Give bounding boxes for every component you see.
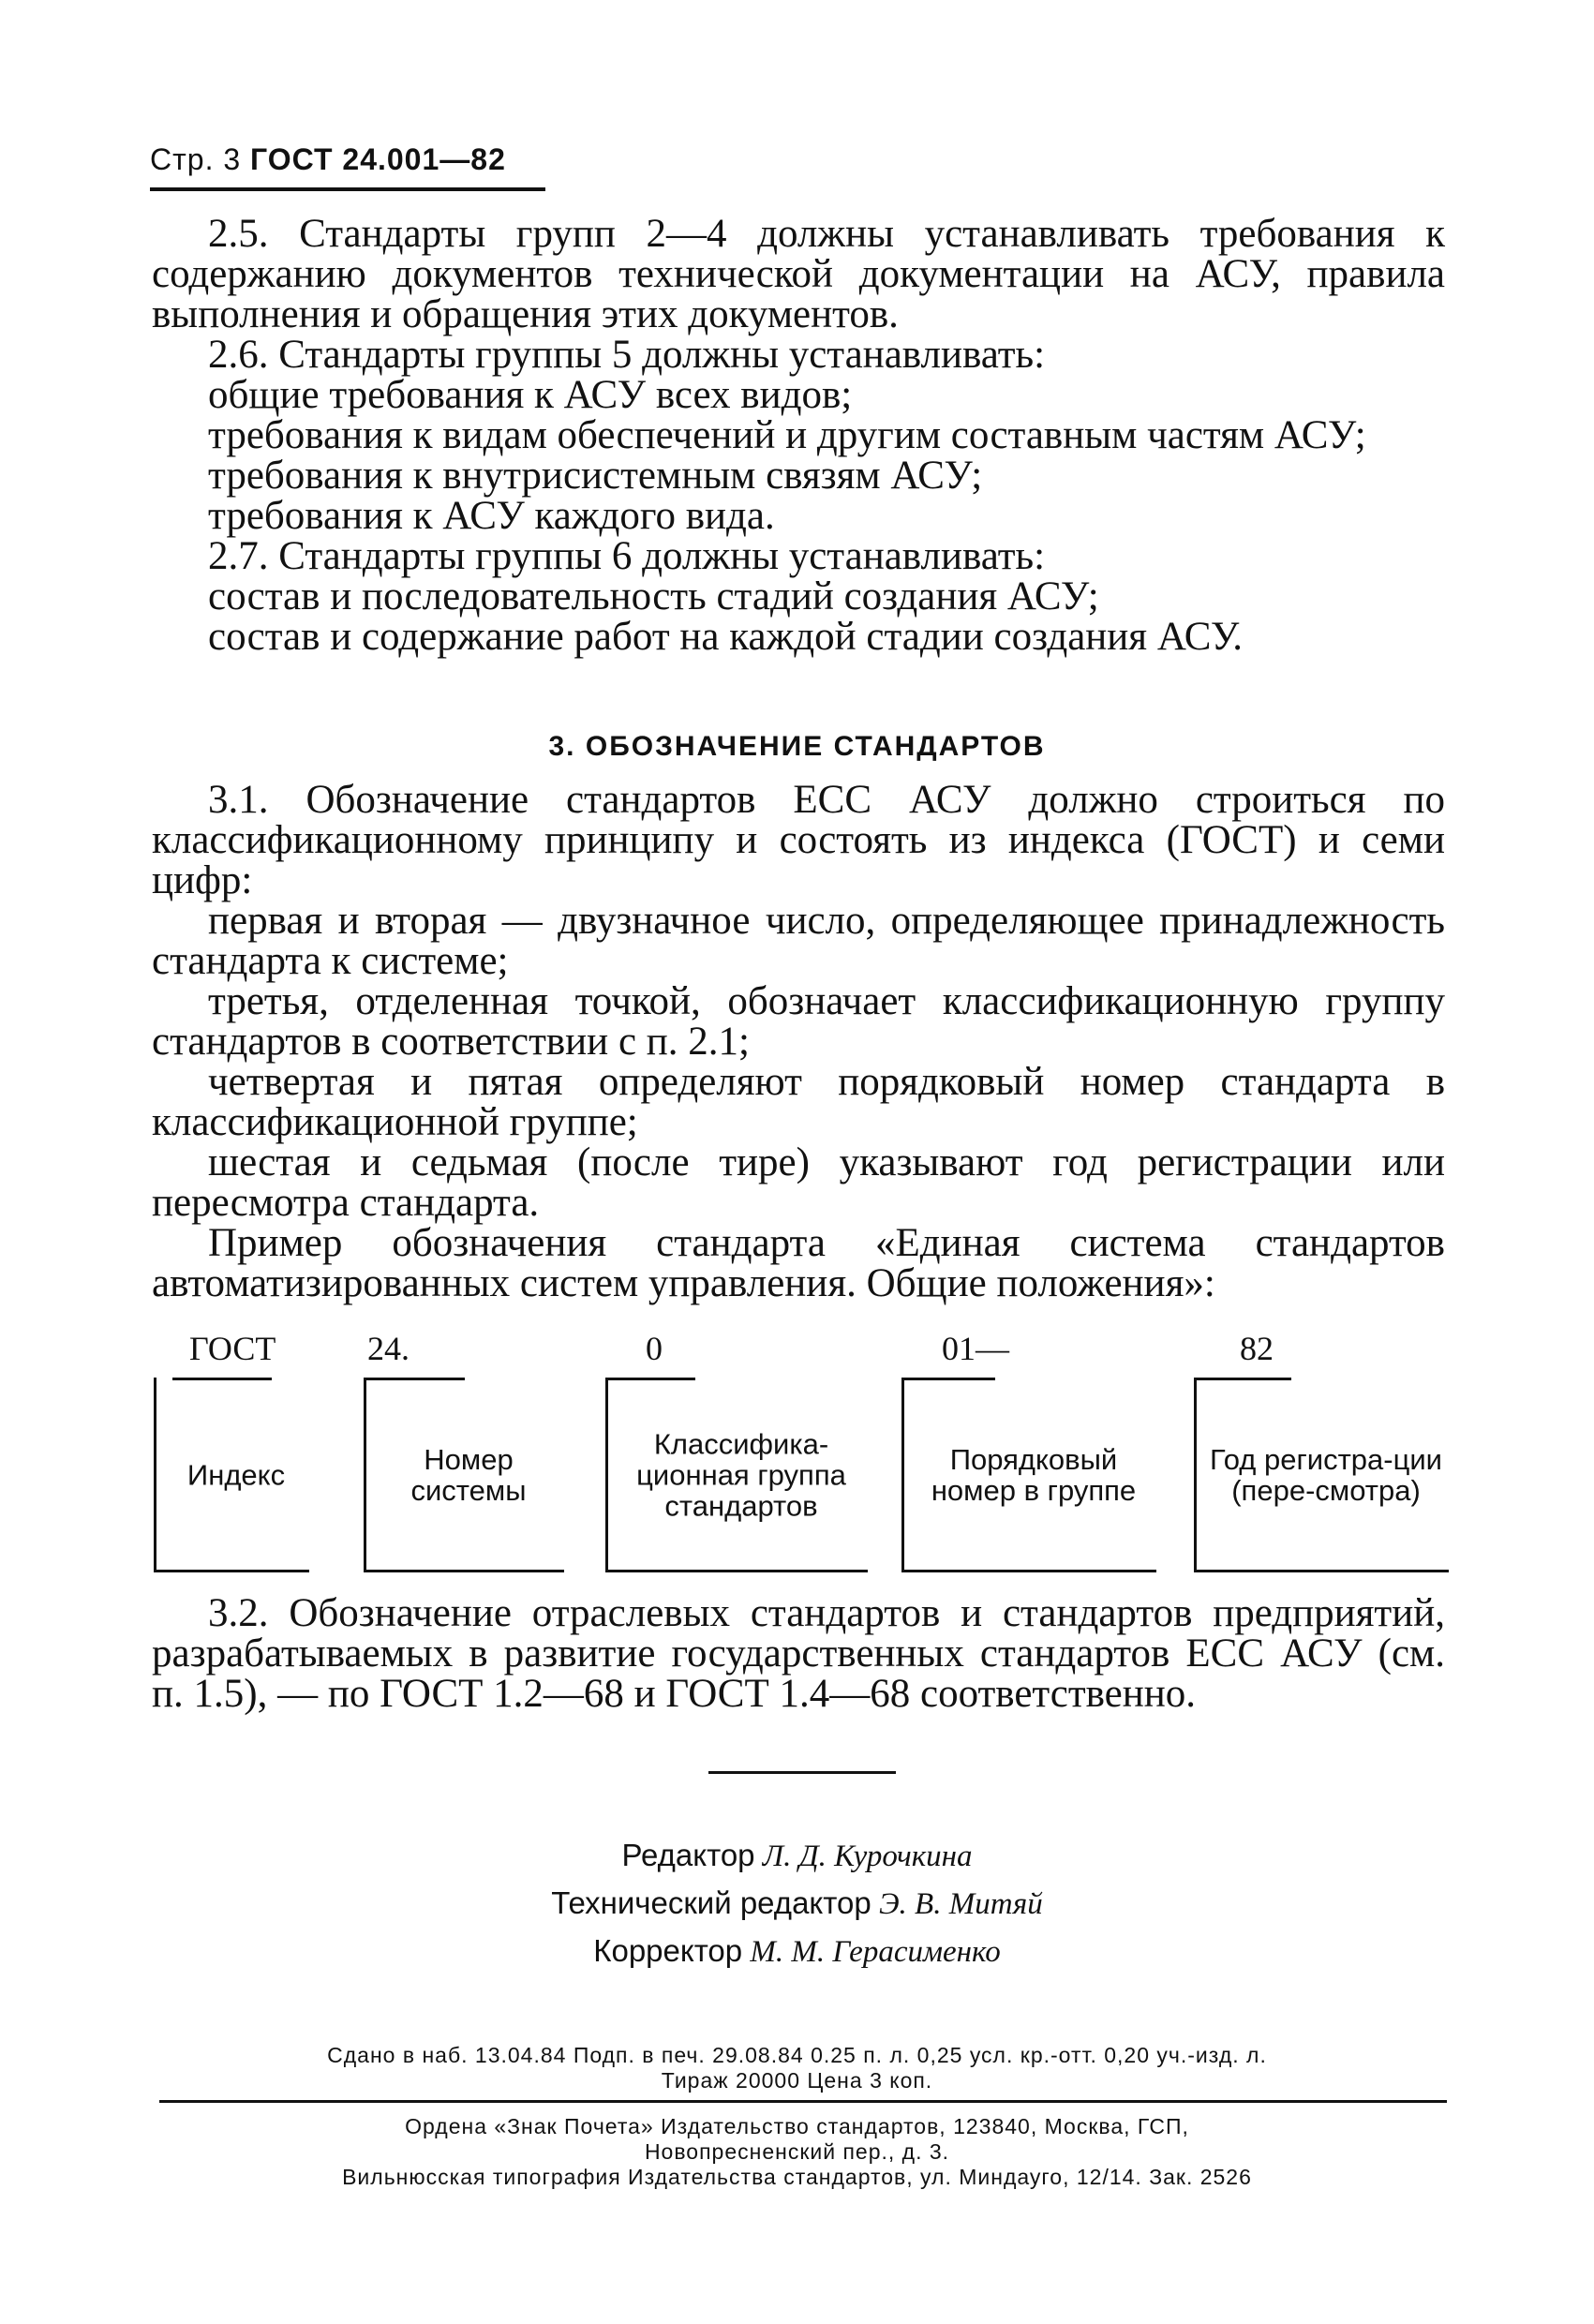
- diagram-part-system: 24.: [367, 1330, 410, 1367]
- diagram-box-number: [901, 1378, 1156, 1572]
- credits: [0, 1832, 1594, 1975]
- diagram-box-index: [154, 1378, 309, 1572]
- imprint-line: Сдано в наб. 13.04.84 Подп. в печ. 29.08.84 0.25 п. л. 0,25 усл. кр.-отт. 0,20 уч.-изд. л.: [327, 2043, 1267, 2067]
- credit-name: Э. В. Митяй: [878, 1887, 1043, 1921]
- paragraph-3-2-block: [152, 1593, 1445, 1714]
- diagram-label: Классифика-ционная группа стандартов: [636, 1427, 846, 1523]
- diagram-box-group: [605, 1378, 868, 1572]
- page-number: Стр. 3: [150, 142, 242, 176]
- diagram-part-index: ГОСТ: [189, 1330, 276, 1367]
- diagram-part-number: 01—: [942, 1330, 1009, 1367]
- list-item: четвертая и пятая определяют порядковый номер стандарта в классификационной группе;: [152, 1060, 1445, 1144]
- section-2-text: [152, 214, 1445, 657]
- credit-role: Корректор: [593, 1933, 743, 1968]
- diagram-box-system: [364, 1378, 564, 1572]
- imprint-line: Вильнюсская типография Издательства стандартов, ул. Миндауго, 12/14. Зак. 2526: [342, 2165, 1252, 2189]
- standard-code: ГОСТ 24.001—82: [250, 142, 506, 176]
- list-item: требования к АСУ каждого вида.: [208, 494, 775, 538]
- divider: [708, 1771, 896, 1774]
- page-header: [150, 142, 506, 177]
- list-item: состав и содержание работ на каждой стадии создания АСУ.: [208, 615, 1244, 659]
- diagram-label: Номер системы: [410, 1443, 527, 1507]
- credit-name: М. М. Герасименко: [750, 1935, 1001, 1969]
- imprint-line: Новопресненский пер., д. 3.: [644, 2139, 950, 2164]
- diagram-box-year: [1194, 1378, 1449, 1572]
- diagram-label: Год регистра-ции (пере-смотра): [1210, 1443, 1442, 1507]
- imprint-line: Ордена «Знак Почета» Издательство стандартов, 123840, Москва, ГСП,: [405, 2114, 1189, 2138]
- diagram-part-year: 82: [1240, 1330, 1274, 1367]
- imprint-rule: [159, 2100, 1447, 2103]
- imprint-line: Тираж 20000 Цена 3 коп.: [661, 2068, 933, 2093]
- credit-name: Л. Д. Курочкина: [762, 1840, 973, 1873]
- credit-role: Редактор: [621, 1838, 755, 1872]
- diagram-part-group: 0: [646, 1330, 663, 1367]
- imprint-print-info: [0, 2043, 1594, 2093]
- list-item: третья, отделенная точкой, обозначает классификационную группу стандартов в соответствии с п. 2.1;: [152, 979, 1445, 1064]
- list-item: требования к видам обеспечений и другим составным частям АСУ;: [208, 413, 1366, 457]
- section-3-title: 3. ОБОЗНАЧЕНИЕ СТАНДАРТОВ: [548, 731, 1046, 762]
- paragraph-2-5: 2.5. Стандарты групп 2—4 должны устанавливать требования к содержанию документов технической документации на АСУ, правила выполнения и обращения этих документов.: [152, 212, 1445, 336]
- credit-role: Технический редактор: [551, 1885, 871, 1920]
- list-item: общие требования к АСУ всех видов;: [208, 373, 853, 417]
- imprint-publisher: [0, 2114, 1594, 2190]
- list-item: шестая и седьмая (после тире) указывают год регистрации или пересмотра стандарта.: [152, 1140, 1445, 1225]
- paragraph-2-7: 2.7. Стандарты группы 6 должны устанавливать:: [208, 534, 1046, 578]
- paragraph-2-6: 2.6. Стандарты группы 5 должны устанавливать:: [208, 333, 1046, 377]
- diagram-label: Порядковый номер в группе: [931, 1443, 1137, 1507]
- list-item: требования к внутрисистемным связям АСУ;: [208, 454, 983, 498]
- diagram-label: Индекс: [186, 1458, 286, 1492]
- list-item: первая и вторая — двузначное число, определяющее принадлежность стандарта к системе;: [152, 899, 1445, 983]
- example-intro: Пример обозначения стандарта «Единая система стандартов автоматизированных систем управления. Общие положения»:: [152, 1221, 1445, 1305]
- paragraph-3-2: 3.2. Обозначение отраслевых стандартов и стандартов предприятий, разрабатываемых в развитие государственных стандартов ЕСС АСУ (см. п. 1.5), — по ГОСТ 1.2—68 и ГОСТ 1.4—68 соответственно.: [152, 1591, 1445, 1716]
- header-rule: [150, 187, 545, 191]
- list-item: состав и последовательность стадий создания АСУ;: [208, 574, 1099, 618]
- paragraph-3-1: 3.1. Обозначение стандартов ЕСС АСУ должно строиться по классификационному принципу и состоять из индекса (ГОСТ) и семи цифр:: [152, 778, 1445, 902]
- section-3-text: [152, 780, 1445, 1304]
- credit-tech-editor: [0, 1880, 1594, 1928]
- credit-corrector: [0, 1928, 1594, 1975]
- credit-editor: [0, 1832, 1594, 1880]
